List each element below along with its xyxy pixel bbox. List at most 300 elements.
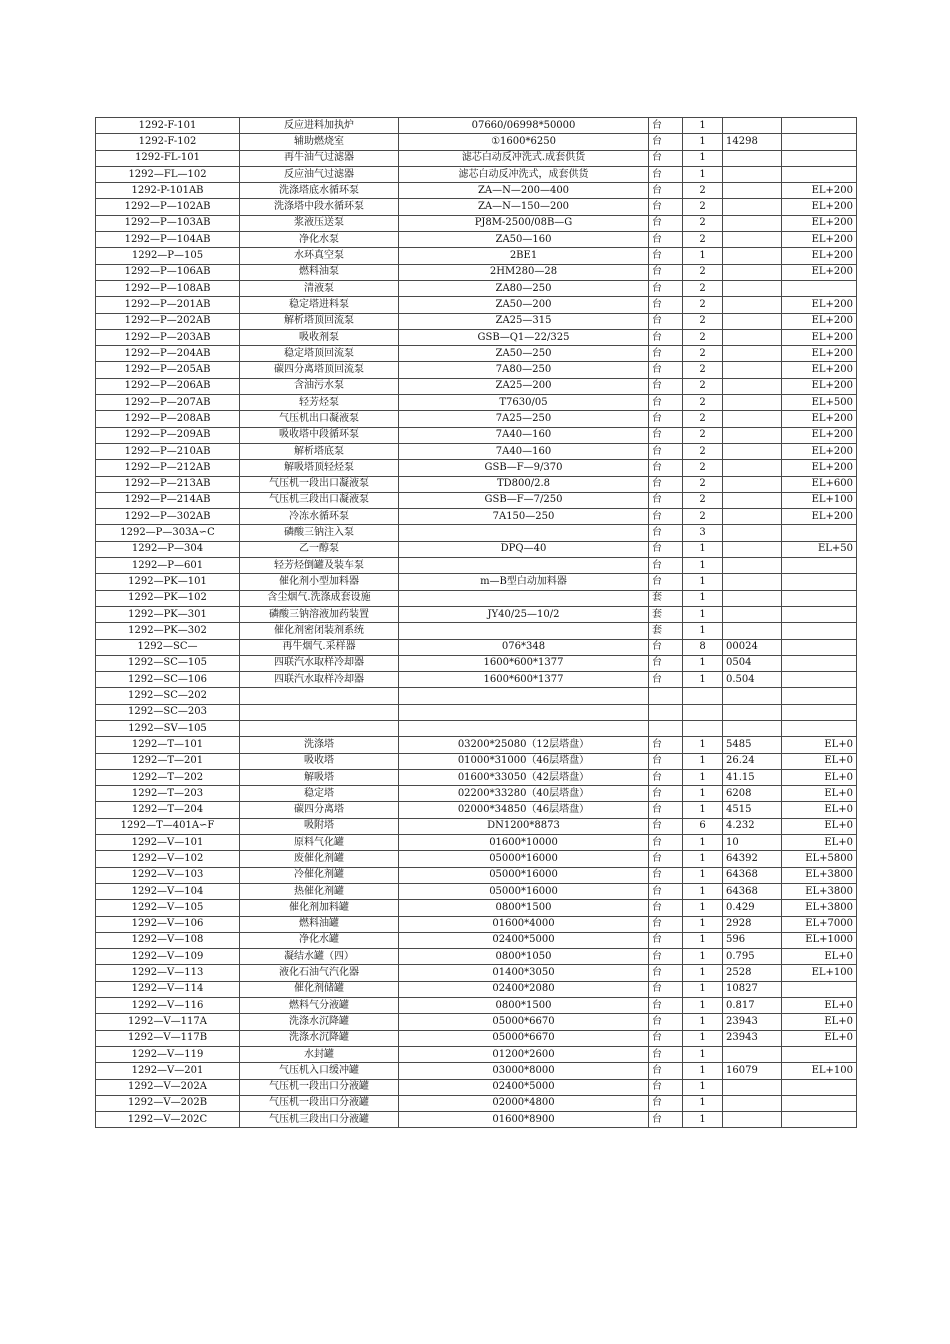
equipment-spec-cell: 01000*31000（46层塔盘） — [399, 753, 649, 769]
equipment-tag-cell: 1292—V—116 — [96, 998, 240, 1014]
equipment-tag-cell: 1292—P—203AB — [96, 329, 240, 345]
equipment-name-cell: 磷酸三钠注入泵 — [240, 525, 399, 541]
unit-cell: 台 — [649, 802, 683, 818]
table-row — [96, 981, 857, 997]
quantity-cell: 2 — [683, 362, 723, 378]
elevation-cell — [782, 1112, 857, 1128]
table-row — [96, 606, 857, 622]
weight-cell — [723, 150, 782, 166]
unit-cell: 台 — [649, 786, 683, 802]
unit-cell: 台 — [649, 883, 683, 899]
quantity-cell: 1 — [683, 769, 723, 785]
unit-cell: 台 — [649, 1112, 683, 1128]
equipment-spec-cell: 7A25—250 — [399, 411, 649, 427]
table-row — [96, 1063, 857, 1079]
unit-cell: 台 — [649, 1030, 683, 1046]
unit-cell: 台 — [649, 916, 683, 932]
equipment-spec-cell: GSB—Q1—22/325 — [399, 329, 649, 345]
equipment-spec-cell: 02000*34850（46层塔盘） — [399, 802, 649, 818]
equipment-name-cell: 气压机入口缓冲罐 — [240, 1063, 399, 1079]
equipment-name-cell: 再牛油气过滤器 — [240, 150, 399, 166]
equipment-tag-cell: 1292—PK—102 — [96, 590, 240, 606]
quantity-cell: 2 — [683, 264, 723, 280]
quantity-cell: 1 — [683, 753, 723, 769]
table-row — [96, 1046, 857, 1062]
unit-cell — [649, 704, 683, 720]
quantity-cell: 1 — [683, 672, 723, 688]
quantity-cell: 1 — [683, 1063, 723, 1079]
weight-cell — [723, 166, 782, 182]
table-row — [96, 427, 857, 443]
table-row — [96, 362, 857, 378]
equipment-spec-cell: 7A80—250 — [399, 362, 649, 378]
equipment-spec-cell: 076*348 — [399, 639, 649, 655]
weight-cell — [723, 509, 782, 525]
weight-cell: 14298 — [723, 134, 782, 150]
weight-cell — [723, 623, 782, 639]
weight-cell — [723, 688, 782, 704]
table-row — [96, 118, 857, 134]
table-row — [96, 623, 857, 639]
equipment-name-cell: 热催化剂罐 — [240, 883, 399, 899]
quantity-cell: 1 — [683, 1014, 723, 1030]
equipment-spec-cell: 02400*2080 — [399, 981, 649, 997]
table-row — [96, 1112, 857, 1128]
weight-cell: 23943 — [723, 1014, 782, 1030]
unit-cell: 台 — [649, 166, 683, 182]
elevation-cell: EL+0 — [782, 802, 857, 818]
weight-cell — [723, 525, 782, 541]
quantity-cell: 1 — [683, 1095, 723, 1111]
elevation-cell — [782, 655, 857, 671]
unit-cell: 台 — [649, 313, 683, 329]
table-row — [96, 460, 857, 476]
table-row — [96, 1030, 857, 1046]
unit-cell: 台 — [649, 346, 683, 362]
weight-cell: 4.232 — [723, 818, 782, 834]
quantity-cell: 2 — [683, 346, 723, 362]
unit-cell: 台 — [649, 655, 683, 671]
table-row — [96, 248, 857, 264]
elevation-cell: EL+3800 — [782, 883, 857, 899]
weight-cell: 0.795 — [723, 949, 782, 965]
elevation-cell: EL+0 — [782, 737, 857, 753]
elevation-cell — [782, 672, 857, 688]
equipment-name-cell: 清液泵 — [240, 280, 399, 296]
unit-cell: 台 — [649, 851, 683, 867]
equipment-name-cell: 再牛烟气.采样器 — [240, 639, 399, 655]
equipment-spec-cell: PJ8M-2500/08B—G — [399, 215, 649, 231]
weight-cell: 64368 — [723, 883, 782, 899]
elevation-cell — [782, 525, 857, 541]
equipment-spec-cell: 01600*10000 — [399, 835, 649, 851]
unit-cell: 台 — [649, 460, 683, 476]
table-row — [96, 867, 857, 883]
equipment-name-cell: 燃料油泵 — [240, 264, 399, 280]
equipment-tag-cell: 1292—P—214AB — [96, 492, 240, 508]
elevation-cell: EL+200 — [782, 329, 857, 345]
equipment-tag-cell: 1292—P—209AB — [96, 427, 240, 443]
table-row — [96, 509, 857, 525]
quantity-cell: 1 — [683, 965, 723, 981]
table-row — [96, 720, 857, 736]
unit-cell: 台 — [649, 329, 683, 345]
quantity-cell — [683, 720, 723, 736]
equipment-name-cell: 四联汽水取样冷却器 — [240, 672, 399, 688]
equipment-tag-cell: 1292—SC—202 — [96, 688, 240, 704]
quantity-cell: 1 — [683, 835, 723, 851]
equipment-tag-cell: 1292—P—212AB — [96, 460, 240, 476]
weight-cell: 64368 — [723, 867, 782, 883]
elevation-cell: EL+200 — [782, 248, 857, 264]
elevation-cell: EL+200 — [782, 297, 857, 313]
equipment-tag-cell: 1292—V—104 — [96, 883, 240, 899]
table-row — [96, 753, 857, 769]
equipment-name-cell: 燃料油罐 — [240, 916, 399, 932]
weight-cell — [723, 346, 782, 362]
equipment-name-cell: 四联汽水取样冷却器 — [240, 655, 399, 671]
elevation-cell: EL+200 — [782, 264, 857, 280]
unit-cell: 台 — [649, 280, 683, 296]
quantity-cell: 1 — [683, 1079, 723, 1095]
equipment-name-cell: 水封罐 — [240, 1046, 399, 1062]
equipment-spec-cell: ZA50—200 — [399, 297, 649, 313]
unit-cell: 套 — [649, 623, 683, 639]
weight-cell — [723, 1112, 782, 1128]
equipment-name-cell — [240, 688, 399, 704]
table-row — [96, 704, 857, 720]
table-row — [96, 998, 857, 1014]
equipment-name-cell: 气压机一段出口分液罐 — [240, 1095, 399, 1111]
weight-cell: 00024 — [723, 639, 782, 655]
quantity-cell: 2 — [683, 427, 723, 443]
quantity-cell: 2 — [683, 313, 723, 329]
unit-cell: 台 — [649, 753, 683, 769]
table-row — [96, 672, 857, 688]
unit-cell — [649, 720, 683, 736]
weight-cell — [723, 704, 782, 720]
equipment-spec-cell: 02000*4800 — [399, 1095, 649, 1111]
elevation-cell: EL+3800 — [782, 867, 857, 883]
quantity-cell: 2 — [683, 378, 723, 394]
equipment-tag-cell: 1292—P—102AB — [96, 199, 240, 215]
unit-cell: 台 — [649, 900, 683, 916]
weight-cell — [723, 329, 782, 345]
equipment-spec-cell: ZA25—315 — [399, 313, 649, 329]
table-row — [96, 183, 857, 199]
elevation-cell: EL+200 — [782, 199, 857, 215]
equipment-name-cell: 燃料气分液罐 — [240, 998, 399, 1014]
quantity-cell: 2 — [683, 476, 723, 492]
table-row — [96, 199, 857, 215]
equipment-spec-cell: 0800*1050 — [399, 949, 649, 965]
equipment-name-cell: 洗涤塔底水循环泵 — [240, 183, 399, 199]
table-row — [96, 786, 857, 802]
equipment-spec-cell: 滤芯白动反冲洗式.成套供货 — [399, 150, 649, 166]
unit-cell: 台 — [649, 965, 683, 981]
equipment-tag-cell: 1292—V—202C — [96, 1112, 240, 1128]
elevation-cell: EL+5800 — [782, 851, 857, 867]
table-row — [96, 558, 857, 574]
elevation-cell: EL+3800 — [782, 900, 857, 916]
weight-cell — [723, 1079, 782, 1095]
weight-cell — [723, 443, 782, 459]
equipment-tag-cell: 1292—V—117A — [96, 1014, 240, 1030]
quantity-cell — [683, 704, 723, 720]
equipment-tag-cell: 1292—P—202AB — [96, 313, 240, 329]
equipment-tag-cell: 1292—FL—102 — [96, 166, 240, 182]
quantity-cell: 1 — [683, 655, 723, 671]
equipment-tag-cell: 1292—P—108AB — [96, 280, 240, 296]
table-row — [96, 1079, 857, 1095]
quantity-cell: 1 — [683, 981, 723, 997]
weight-cell — [723, 297, 782, 313]
equipment-spec-cell: 0800*1500 — [399, 998, 649, 1014]
equipment-tag-cell: 1292—PK—101 — [96, 574, 240, 590]
elevation-cell: EL+200 — [782, 509, 857, 525]
weight-cell: 23943 — [723, 1030, 782, 1046]
quantity-cell: 2 — [683, 443, 723, 459]
table-row — [96, 232, 857, 248]
table-row — [96, 215, 857, 231]
equipment-name-cell: 稳定塔 — [240, 786, 399, 802]
elevation-cell: EL+0 — [782, 786, 857, 802]
equipment-spec-cell: 1600*600*1377 — [399, 672, 649, 688]
unit-cell: 台 — [649, 232, 683, 248]
unit-cell: 台 — [649, 1046, 683, 1062]
unit-cell: 台 — [649, 981, 683, 997]
elevation-cell: EL+7000 — [782, 916, 857, 932]
unit-cell: 台 — [649, 411, 683, 427]
equipment-spec-cell: 01400*3050 — [399, 965, 649, 981]
equipment-name-cell: 碳四分离塔 — [240, 802, 399, 818]
equipment-name-cell: 气压机出口凝液泵 — [240, 411, 399, 427]
unit-cell: 台 — [649, 118, 683, 134]
equipment-spec-cell: m—B型白动加料器 — [399, 574, 649, 590]
elevation-cell — [782, 1095, 857, 1111]
weight-cell: 2528 — [723, 965, 782, 981]
elevation-cell — [782, 166, 857, 182]
equipment-spec-cell — [399, 558, 649, 574]
elevation-cell: EL+200 — [782, 443, 857, 459]
weight-cell — [723, 313, 782, 329]
equipment-tag-cell: 1292—SC— — [96, 639, 240, 655]
quantity-cell: 6 — [683, 818, 723, 834]
equipment-tag-cell: 1292—P—302AB — [96, 509, 240, 525]
equipment-spec-cell: GSB—F—9/370 — [399, 460, 649, 476]
quantity-cell: 2 — [683, 395, 723, 411]
unit-cell: 台 — [649, 378, 683, 394]
weight-cell: 6208 — [723, 786, 782, 802]
table-row — [96, 851, 857, 867]
weight-cell — [723, 395, 782, 411]
elevation-cell: EL+200 — [782, 232, 857, 248]
equipment-tag-cell: 1292—P—208AB — [96, 411, 240, 427]
equipment-name-cell: 辅助燃烧室 — [240, 134, 399, 150]
equipment-name-cell: 催化剂密闭装剂系统 — [240, 623, 399, 639]
weight-cell: 10 — [723, 835, 782, 851]
elevation-cell: EL+600 — [782, 476, 857, 492]
equipment-tag-cell: 1292—V—101 — [96, 835, 240, 851]
unit-cell: 台 — [649, 1063, 683, 1079]
equipment-spec-cell: 7A40—160 — [399, 443, 649, 459]
equipment-tag-cell: 1292—V—113 — [96, 965, 240, 981]
quantity-cell: 1 — [683, 541, 723, 557]
quantity-cell: 1 — [683, 166, 723, 182]
table-row — [96, 297, 857, 313]
equipment-name-cell: 凝结水罐（四） — [240, 949, 399, 965]
unit-cell: 台 — [649, 395, 683, 411]
table-row — [96, 639, 857, 655]
equipment-tag-cell: 1292—V—105 — [96, 900, 240, 916]
equipment-spec-cell: 01200*2600 — [399, 1046, 649, 1062]
equipment-spec-cell: 7A40—160 — [399, 427, 649, 443]
table-row — [96, 443, 857, 459]
equipment-spec-cell: 07660/06998*50000 — [399, 118, 649, 134]
equipment-name-cell: 乙一醇泵 — [240, 541, 399, 557]
table-row — [96, 737, 857, 753]
equipment-tag-cell: 1292—P—204AB — [96, 346, 240, 362]
equipment-name-cell: 解析塔底泵 — [240, 443, 399, 459]
unit-cell: 台 — [649, 835, 683, 851]
equipment-tag-cell: 1292—T—202 — [96, 769, 240, 785]
weight-cell — [723, 411, 782, 427]
unit-cell: 台 — [649, 509, 683, 525]
equipment-spec-cell: ZA80—250 — [399, 280, 649, 296]
elevation-cell: EL+200 — [782, 215, 857, 231]
quantity-cell: 1 — [683, 737, 723, 753]
weight-cell — [723, 215, 782, 231]
weight-cell: 5485 — [723, 737, 782, 753]
elevation-cell — [782, 558, 857, 574]
equipment-name-cell: 气压机一段出口分液罐 — [240, 1079, 399, 1095]
equipment-name-cell: 解吸塔顶轻烃泵 — [240, 460, 399, 476]
elevation-cell — [782, 118, 857, 134]
quantity-cell: 1 — [683, 998, 723, 1014]
unit-cell: 台 — [649, 215, 683, 231]
table-row — [96, 476, 857, 492]
table-row — [96, 150, 857, 166]
equipment-name-cell: 解析塔顶回流泵 — [240, 313, 399, 329]
unit-cell: 台 — [649, 558, 683, 574]
equipment-name-cell — [240, 704, 399, 720]
unit-cell: 台 — [649, 639, 683, 655]
table-row — [96, 492, 857, 508]
weight-cell — [723, 606, 782, 622]
equipment-table-body — [96, 118, 857, 1128]
quantity-cell: 1 — [683, 867, 723, 883]
equipment-name-cell: 轻芳烃泵 — [240, 395, 399, 411]
equipment-spec-cell: 01600*8900 — [399, 1112, 649, 1128]
equipment-spec-cell: DN1200*8873 — [399, 818, 649, 834]
equipment-spec-cell: TD800/2.8 — [399, 476, 649, 492]
unit-cell: 台 — [649, 1014, 683, 1030]
equipment-tag-cell: 1292—PK—302 — [96, 623, 240, 639]
equipment-name-cell: 轻芳烃倒罐及装车泵 — [240, 558, 399, 574]
elevation-cell: EL+0 — [782, 769, 857, 785]
elevation-cell: EL+1000 — [782, 932, 857, 948]
equipment-tag-cell: 1292—P—104AB — [96, 232, 240, 248]
equipment-list — [95, 117, 857, 1128]
equipment-name-cell: 碳四分离塔顶回流泵 — [240, 362, 399, 378]
equipment-spec-cell: ZA25—200 — [399, 378, 649, 394]
quantity-cell: 1 — [683, 949, 723, 965]
equipment-tag-cell: 1292—P—213AB — [96, 476, 240, 492]
elevation-cell — [782, 623, 857, 639]
equipment-spec-cell: 02400*5000 — [399, 1079, 649, 1095]
quantity-cell: 2 — [683, 460, 723, 476]
weight-cell: 2928 — [723, 916, 782, 932]
elevation-cell: EL+500 — [782, 395, 857, 411]
equipment-tag-cell: 1292—T—204 — [96, 802, 240, 818]
quantity-cell: 2 — [683, 297, 723, 313]
elevation-cell: EL+0 — [782, 949, 857, 965]
quantity-cell: 1 — [683, 574, 723, 590]
equipment-name-cell: 气压机三段出口凝液泵 — [240, 492, 399, 508]
quantity-cell: 1 — [683, 623, 723, 639]
equipment-tag-cell: 1292—T—201 — [96, 753, 240, 769]
table-row — [96, 949, 857, 965]
elevation-cell: EL+0 — [782, 1030, 857, 1046]
equipment-name-cell: 吸收剂泵 — [240, 329, 399, 345]
equipment-spec-cell: 05000*6670 — [399, 1014, 649, 1030]
table-row — [96, 769, 857, 785]
equipment-spec-cell: ZA—N—150—200 — [399, 199, 649, 215]
equipment-name-cell: 气压机三段出口分液罐 — [240, 1112, 399, 1128]
elevation-cell: EL+50 — [782, 541, 857, 557]
equipment-spec-cell: 05000*16000 — [399, 883, 649, 899]
weight-cell — [723, 492, 782, 508]
equipment-name-cell: 冷催化剂罐 — [240, 867, 399, 883]
equipment-name-cell: 气压机一段出口凝液泵 — [240, 476, 399, 492]
table-row — [96, 932, 857, 948]
weight-cell — [723, 248, 782, 264]
weight-cell — [723, 460, 782, 476]
elevation-cell — [782, 704, 857, 720]
equipment-spec-cell: 02200*33280（40层塔盘） — [399, 786, 649, 802]
unit-cell: 台 — [649, 1095, 683, 1111]
unit-cell: 台 — [649, 769, 683, 785]
equipment-tag-cell: 1292—P—105 — [96, 248, 240, 264]
equipment-name-cell: 冷冻水循环泵 — [240, 509, 399, 525]
equipment-tag-cell: 1292—T—401A∽F — [96, 818, 240, 834]
unit-cell: 台 — [649, 525, 683, 541]
unit-cell: 台 — [649, 867, 683, 883]
quantity-cell: 8 — [683, 639, 723, 655]
table-row — [96, 590, 857, 606]
table-row — [96, 378, 857, 394]
equipment-name-cell: 废催化剂罐 — [240, 851, 399, 867]
equipment-name-cell — [240, 720, 399, 736]
weight-cell — [723, 183, 782, 199]
elevation-cell: EL+200 — [782, 346, 857, 362]
equipment-spec-cell: 2HM280—28 — [399, 264, 649, 280]
weight-cell: 64392 — [723, 851, 782, 867]
elevation-cell: EL+100 — [782, 492, 857, 508]
equipment-spec-cell: 03000*8000 — [399, 1063, 649, 1079]
quantity-cell: 1 — [683, 1046, 723, 1062]
table-row — [96, 411, 857, 427]
equipment-tag-cell: 1292—P—601 — [96, 558, 240, 574]
elevation-cell — [782, 150, 857, 166]
equipment-tag-cell: 1292-P-101AB — [96, 183, 240, 199]
unit-cell: 台 — [649, 183, 683, 199]
equipment-spec-cell — [399, 704, 649, 720]
equipment-name-cell: 洗涤水沉降罐 — [240, 1030, 399, 1046]
equipment-tag-cell: 1292—P—304 — [96, 541, 240, 557]
equipment-spec-cell — [399, 688, 649, 704]
quantity-cell: 2 — [683, 509, 723, 525]
